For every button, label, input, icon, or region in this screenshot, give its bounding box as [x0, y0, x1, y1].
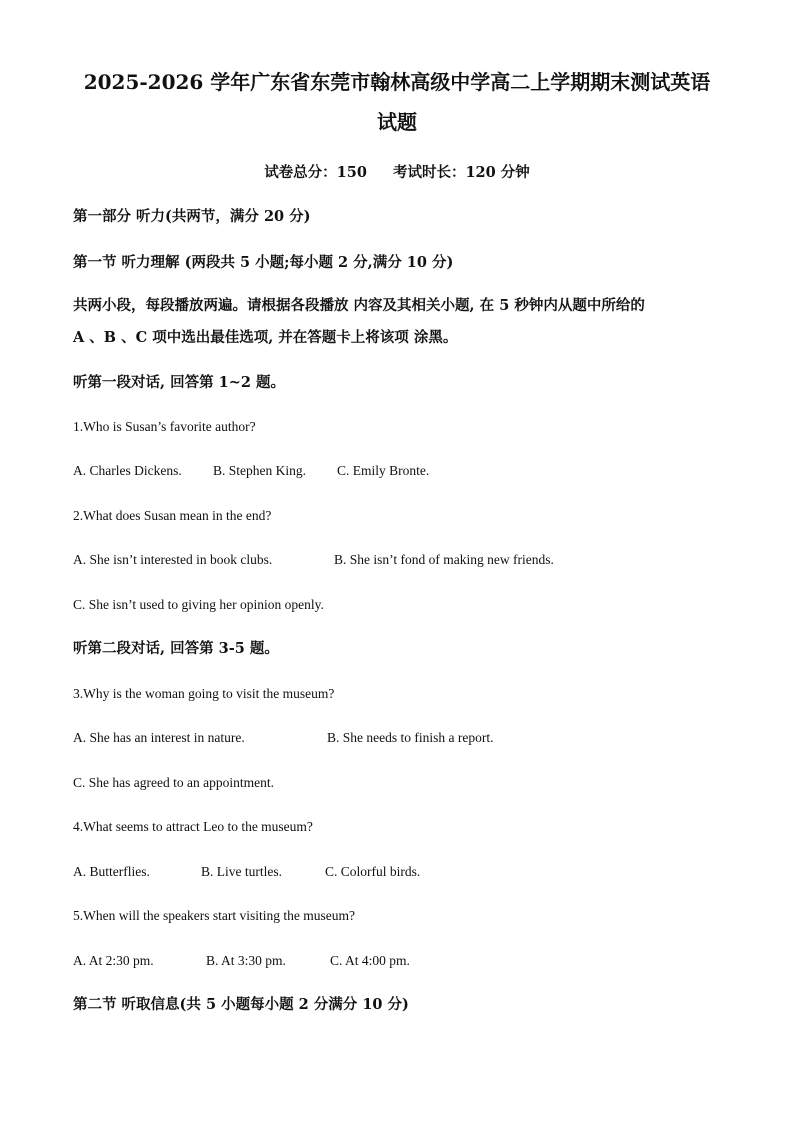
instructions-line-2: A 、B 、C 项中选出最佳选项, 并在答题卡上将该项 涂黑。 — [73, 329, 458, 346]
exam-info — [0, 163, 794, 183]
question-2-stem: 2.What does Susan mean in the end? — [73, 508, 272, 523]
question-4-option-b: B. Live turtles. — [201, 864, 282, 879]
question-1-stem: 1.Who is Susan’s favorite author? — [73, 419, 256, 434]
question-1-option-b: B. Stephen King. — [213, 463, 306, 478]
total-score: 试卷总分：150 — [264, 164, 367, 181]
question-4-stem: 4.What seems to attract Leo to the museum? — [73, 819, 313, 834]
question-1-option-a: A. Charles Dickens. — [73, 463, 182, 478]
question-1-option-c: C. Emily Bronte. — [337, 463, 430, 478]
question-5-option-b: B. At 3:30 pm. — [206, 953, 286, 968]
section1-heading: 第一节 听力理解 (两段共 5 小题;每小题 2 分,满分 10 分) — [73, 254, 454, 271]
part1-heading: 第一部分 听力(共两节，满分 20 分) — [73, 208, 311, 225]
exam-title-line-1: 2025-2026 学年广东省东莞市翰林高级中学高二上学期期末测试英语 — [83, 70, 711, 94]
question-2-option-c: C. She isn’t used to giving her opinion openly. — [73, 597, 324, 612]
question-3-option-c: C. She has agreed to an appointment. — [73, 775, 274, 790]
dialogue1-heading: 听第一段对话, 回答第 1~2 题。 — [73, 374, 286, 391]
question-3-option-a: A. She has an interest in nature. — [73, 730, 245, 745]
section2-heading: 第二节 听取信息(共 5 小题每小题 2 分满分 10 分) — [73, 996, 409, 1013]
question-4-option-c: C. Colorful birds. — [325, 864, 421, 879]
question-5-option-a: A. At 2:30 pm. — [73, 953, 154, 968]
question-2-option-b: B. She isn’t fond of making new friends. — [334, 552, 554, 567]
dialogue2-heading: 听第二段对话, 回答第 3-5 题。 — [73, 640, 279, 657]
question-2-option-a: A. She isn’t interested in book clubs. — [73, 552, 273, 567]
question-3-stem: 3.Why is the woman going to visit the museum? — [73, 686, 335, 701]
question-5-stem: 5.When will the speakers start visiting the museum? — [73, 908, 355, 923]
exam-title-line-2: 试题 — [377, 110, 417, 134]
instructions-line-1: 共两小段，每段播放两遍。请根据各段播放 内容及其相关小题, 在 5 秒钟内从题中所给的 — [73, 297, 645, 314]
exam-duration: 考试时长：120 分钟 — [392, 164, 530, 181]
question-3-option-b: B. She needs to finish a report. — [327, 730, 494, 745]
question-5-option-c: C. At 4:00 pm. — [330, 953, 410, 968]
question-4-option-a: A. Butterflies. — [73, 864, 150, 879]
